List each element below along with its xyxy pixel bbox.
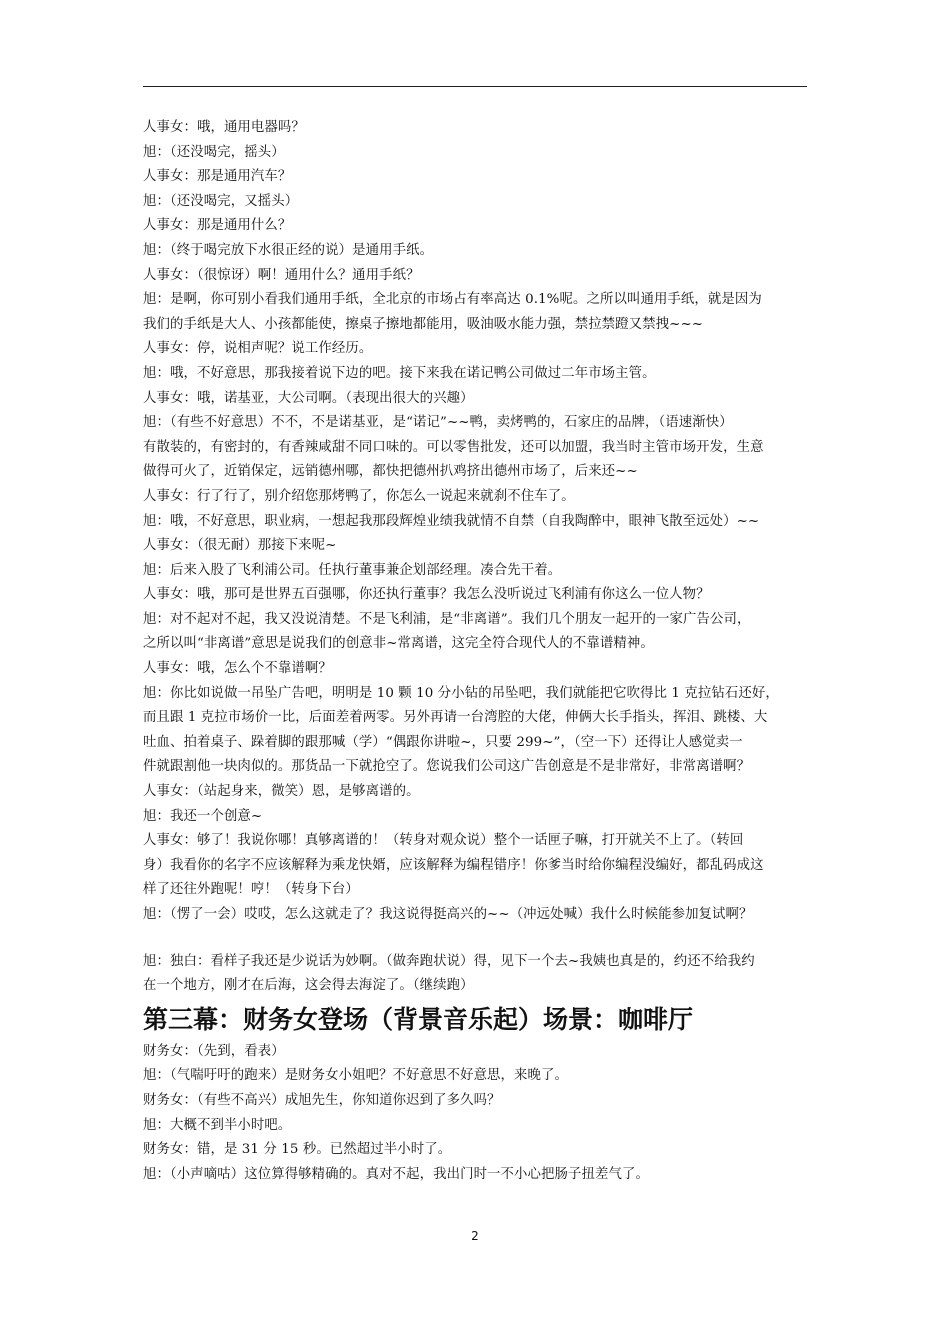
script-line: 财务女：（有些不高兴）成旭先生，你知道你迟到了多久吗？ xyxy=(143,1092,501,1108)
script-line: 财务女：错，是 31 分 15 秒。已然超过半小时了。 xyxy=(143,1142,452,1158)
page-number: 2 xyxy=(471,1229,479,1243)
script-line: 有散装的，有密封的，有香辣咸甜不同口味的。可以零售批发，还可以加盟，我当时主管市场开发，生意 xyxy=(143,439,764,455)
script-line: 旭：独白：看样子我还是少说话为妙啊。（做奔跑状说）得，见下一个去~我姨也真是的，约还不给我约 xyxy=(143,953,755,969)
script-body xyxy=(143,116,807,1187)
script-line: 样了还往外跑呢！哼！（转身下台） xyxy=(143,882,359,898)
script-line: 件就跟割他一块肉似的。那货品一下就抢空了。您说我们公司这广告创意是不是非常好，非常离谱啊？ xyxy=(143,759,751,775)
script-line: 旭：（终于喝完放下水很正经的说）是通用手纸。 xyxy=(143,242,434,258)
script-line: 身）我看你的名字不应该解释为乘龙快婿，应该解释为编程错序！你爹当时给你编程没编好，都乱码成这 xyxy=(143,857,764,873)
script-line: 在一个地方，刚才在后海，这会得去海淀了。（继续跑） xyxy=(143,978,474,994)
script-line: 之所以叫“非离谱”意思是说我们的创意非~常离谱，这完全符合现代人的不靠谱精神。 xyxy=(143,636,654,652)
script-line: 旭：大概不到半小时吧。 xyxy=(143,1117,292,1133)
script-line: 旭：（还没喝完，摇头） xyxy=(143,144,285,160)
script-line: 人事女：哦，怎么个不靠谱啊？ xyxy=(143,661,332,677)
script-line: 旭：是啊，你可别小看我们通用手纸，全北京的市场占有率高达 0.1%呢。之所以叫通用手纸，就是因为 xyxy=(143,292,762,308)
script-line: 旭：哦，不好意思，那我接着说下边的吧。接下来我在诺记鸭公司做过二年市场主管。 xyxy=(143,365,656,381)
script-line: 人事女：（很惊讶）啊！通用什么？通用手纸？ xyxy=(143,267,420,283)
script-line: 旭：对不起对不起，我又没说清楚。不是飞利浦，是“非离谱”。我们几个朋友一起开的一家广告公司， xyxy=(143,611,751,627)
monologue-block xyxy=(143,950,807,999)
script-line: 人事女：（很无耐）那接下来呢~ xyxy=(143,538,337,554)
script-line: 人事女：（站起身来，微笑）恩，是够离谱的。 xyxy=(143,784,420,800)
script-line: 人事女：那是通用什么？ xyxy=(143,218,292,234)
script-line: 旭：后来入股了飞利浦公司。任执行董事兼企划部经理。凑合先干着。 xyxy=(143,562,562,578)
script-line: 吐血、拍着桌子、跺着脚的跟那喊（学）“偶跟你讲啦~，只要 299~”，（空一下）还得让人感觉卖一 xyxy=(143,734,743,750)
script-line: 人事女：行了行了，别介绍您那烤鸭了，你怎么一说起来就刹不住车了。 xyxy=(143,488,575,504)
script-line: 人事女：哦，那可是世界五百强哪，你还执行董事？我怎么没听说过飞利浦有你这么一位人物？ xyxy=(143,587,710,603)
script-line: 旭：（愣了一会）哎哎，怎么这就走了？我这说得挺高兴的~~（冲远处喊）我什么时候能参加复试啊？ xyxy=(143,907,753,922)
script-line: 人事女：够了！我说你哪！真够离谱的！（转身对观众说）整个一话匣子嘛，打开就关不上了。（转回 xyxy=(143,833,744,849)
script-line: 财务女：（先到，看表） xyxy=(143,1043,285,1059)
script-line: 旭：哦，不好意思，职业病，一想起我那段辉煌业绩我就情不自禁（自我陶醉中，眼神飞散至远处）~~ xyxy=(143,513,760,529)
dialogue-block xyxy=(143,1040,807,1188)
script-line: 而且跟 1 克拉市场价一比，后面差着两零。另外再请一台湾腔的大佬，伸俩大长手指头，挥泪、跳楼、大 xyxy=(143,710,768,726)
paragraph-gap xyxy=(143,928,807,950)
script-line: 旭：（小声嘀咕）这位算得够精确的。真对不起，我出门时一不小心把肠子扭差气了。 xyxy=(143,1166,649,1182)
header-rule xyxy=(143,86,807,87)
script-line: 做得可火了，近销保定，远销德州哪，都快把德州扒鸡挤出德州市场了，后来还~~ xyxy=(143,464,638,480)
script-line: 旭：我还一个创意~ xyxy=(143,808,263,824)
script-line: 旭：（气喘吁吁的跑来）是财务女小姐吧？不好意思不好意思，来晚了。 xyxy=(143,1068,568,1084)
script-line: 人事女：停，说相声呢？说工作经历。 xyxy=(143,341,373,357)
script-line: 人事女：那是通用汽车？ xyxy=(143,169,292,185)
script-line: 旭：你比如说做一吊坠广告吧，明明是 10 颗 10 分小钻的吊坠吧，我们就能把它吹得比 1 克拉钻石还好， xyxy=(143,685,779,701)
script-line: 人事女：哦，诺基亚，大公司啊。（表现出很大的兴趣） xyxy=(143,390,474,406)
script-line: 我们的手纸是大人、小孩都能使，擦桌子擦地都能用，吸油吸水能力强，禁拉禁蹬又禁拽~~~ xyxy=(143,316,704,332)
script-line: 旭：（有些不好意思）不不，不是诺基亚，是“诺记”~~鸭，卖烤鸭的，石家庄的品牌，（语速渐快） xyxy=(143,415,733,431)
dialogue-block xyxy=(143,116,807,928)
script-line: 旭：（还没喝完，又摇头） xyxy=(143,193,299,209)
script-line: 人事女：哦，通用电器吗？ xyxy=(143,120,305,135)
scene-heading: 第三幕：财务女登场（背景音乐起）场景：咖啡厅 xyxy=(143,1004,694,1034)
